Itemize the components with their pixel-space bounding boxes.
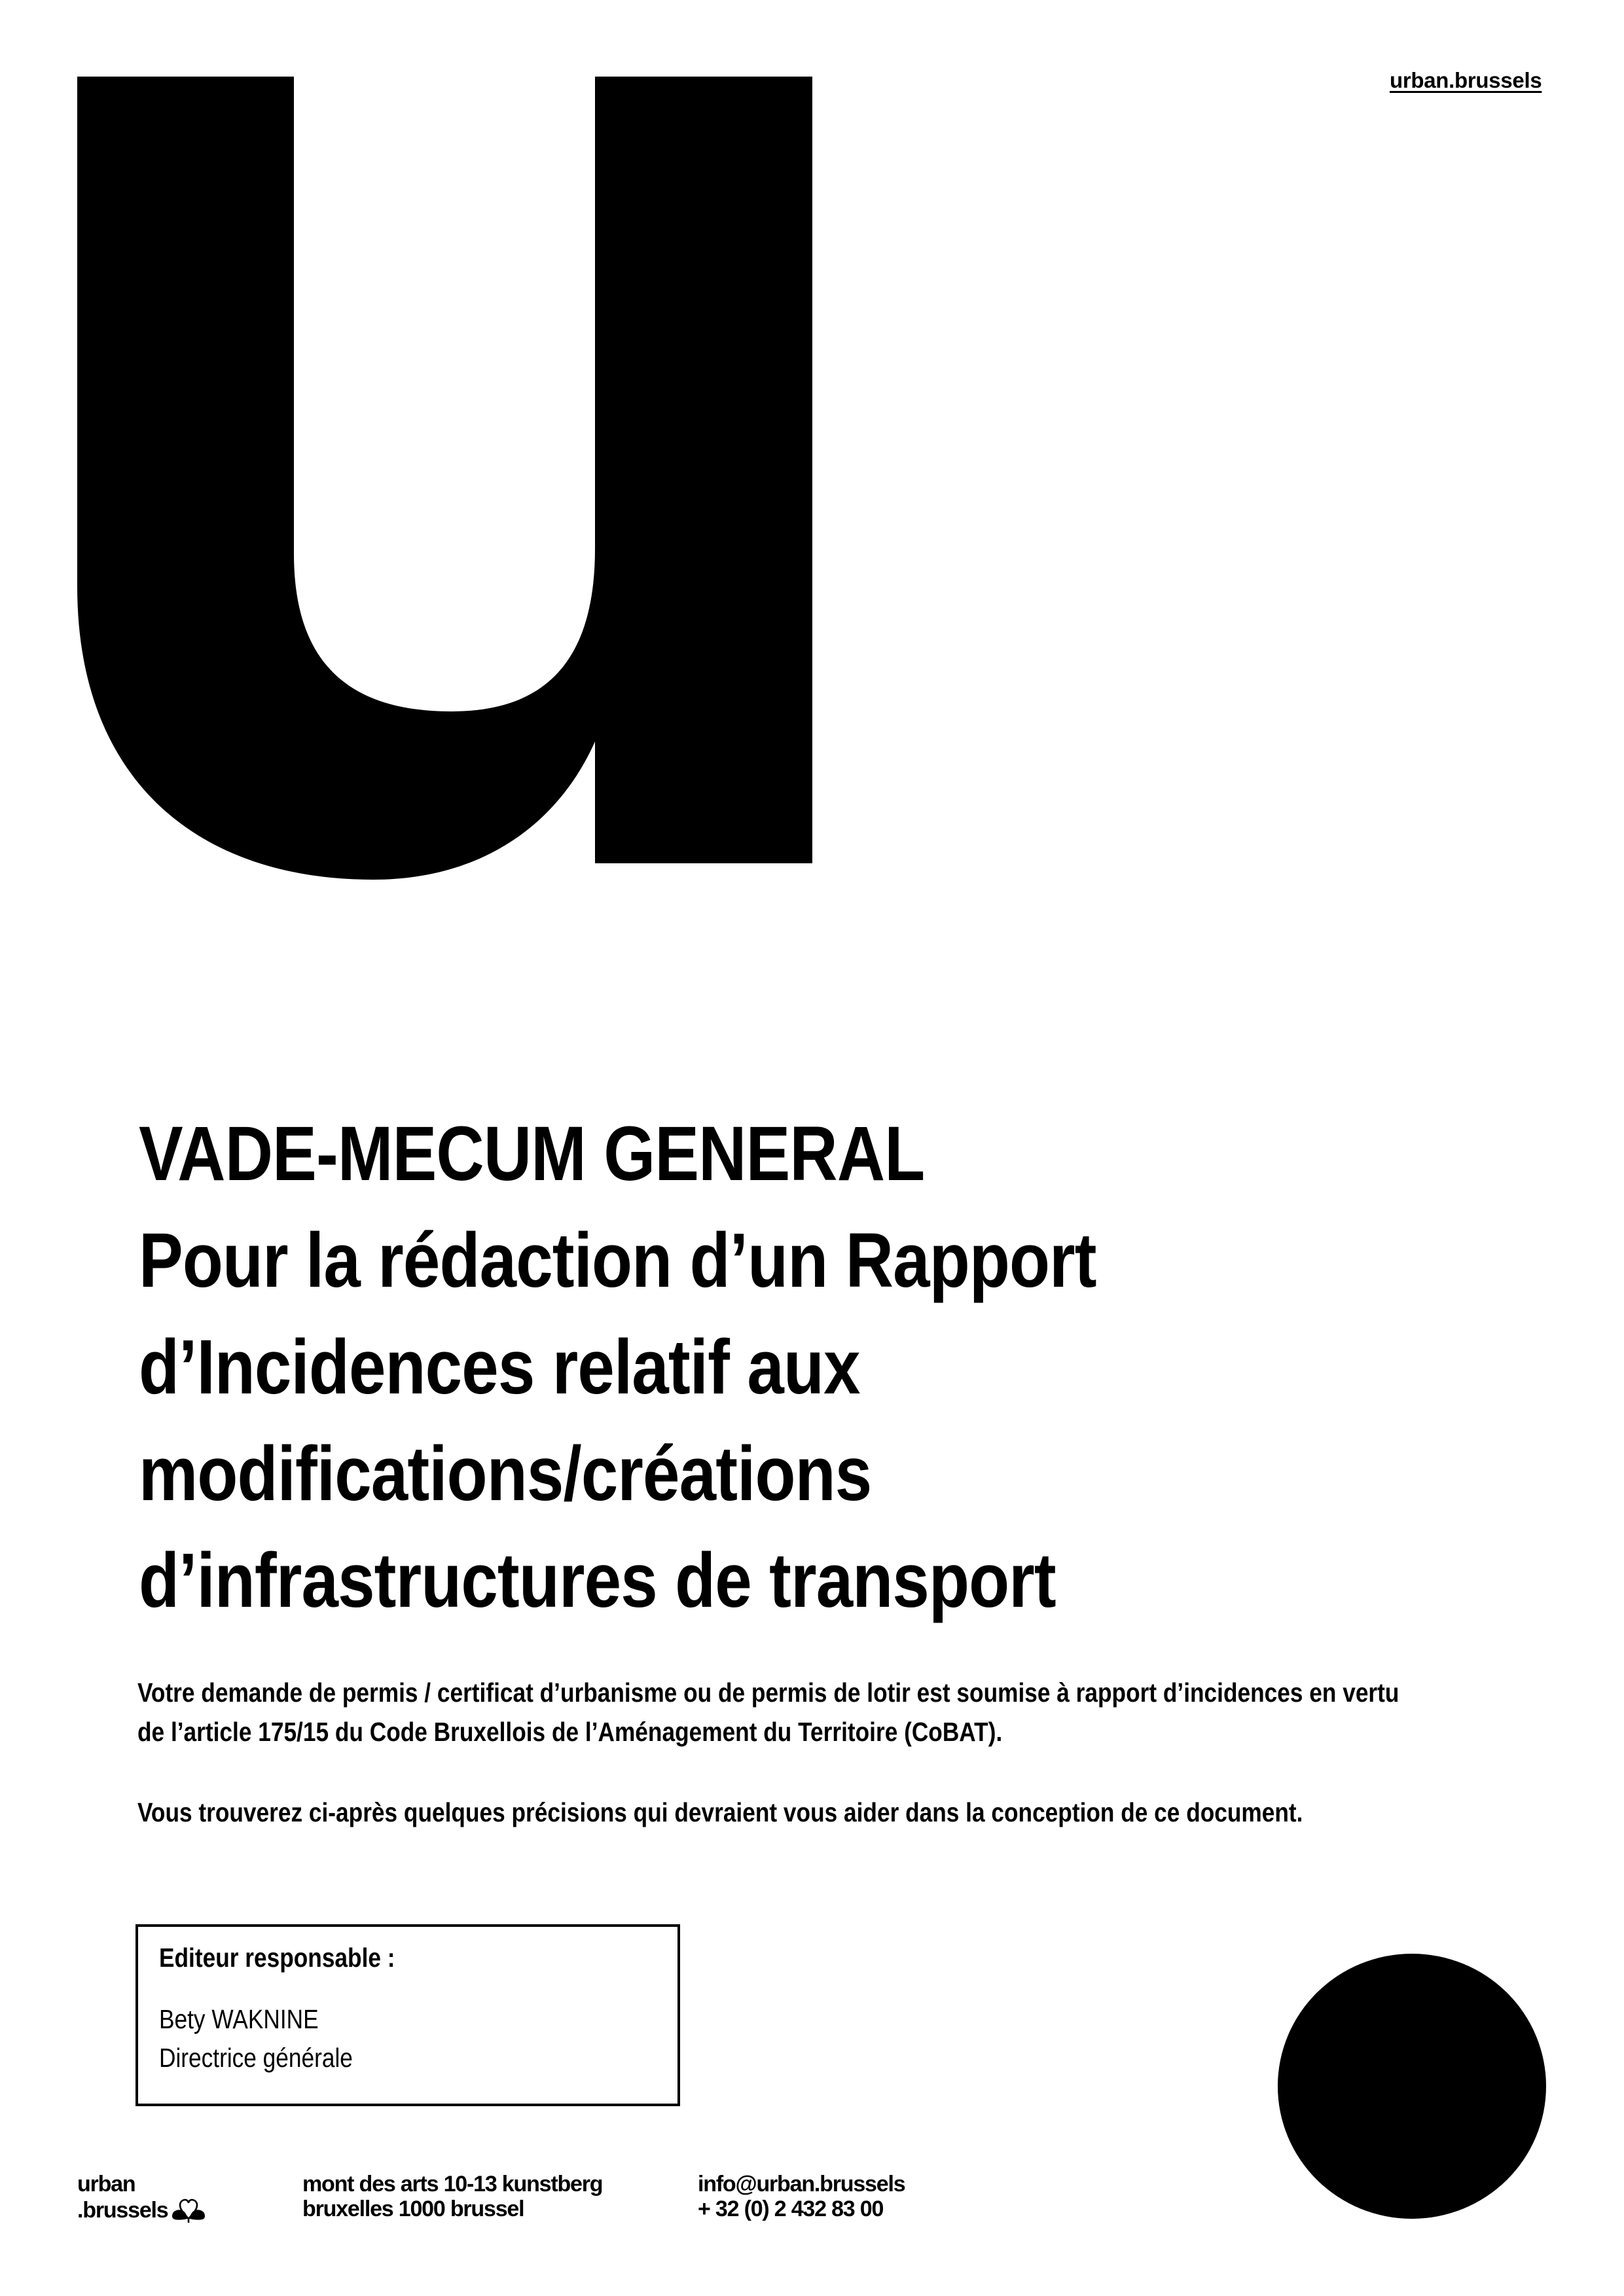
intro-line: Votre demande de permis / certificat d’urbanisme ou de permis de lotir est soumise à rapport d’incidences en vertu bbox=[137, 1677, 1399, 1708]
document-title bbox=[139, 1101, 1096, 1634]
intro-line: de l’article 175/15 du Code Bruxellois de l’Aménagement du Territoire (CoBAT). bbox=[137, 1717, 1003, 1747]
decorative-circle-icon bbox=[1278, 1954, 1546, 2219]
address-line-1: mont des arts 10-13 kunstberg bbox=[302, 2172, 603, 2197]
editor-role: Directrice générale bbox=[159, 2043, 353, 2073]
brand-line-1: urban bbox=[77, 2172, 135, 2197]
footer-address bbox=[302, 2172, 602, 2221]
guidance-paragraph: Vous trouverez ci-après quelques précisions qui devraient vous aider dans la conception de ce document. bbox=[137, 1797, 1303, 1827]
phone-number: + 32 (0) 2 432 83 00 bbox=[698, 2197, 884, 2221]
title-line: d’infrastructures de transport bbox=[139, 1537, 1056, 1624]
iris-heart-icon bbox=[171, 2197, 206, 2223]
title-line: d’Incidences relatif aux bbox=[139, 1324, 860, 1410]
footer-brand-logo bbox=[77, 2172, 206, 2223]
email-link[interactable]: info@urban.brussels bbox=[698, 2172, 905, 2197]
editor-label: Editeur responsable : bbox=[159, 1943, 395, 1973]
address-line-2: bruxelles 1000 brussel bbox=[302, 2197, 524, 2221]
editor-responsible-box bbox=[135, 1924, 680, 2106]
editor-name: Bety WAKNINE bbox=[159, 2004, 319, 2034]
brand-u-logo-icon bbox=[0, 0, 1624, 916]
website-link[interactable]: urban.brussels bbox=[1390, 68, 1542, 92]
title-line: VADE-MECUM GENERAL bbox=[139, 1111, 925, 1197]
intro-paragraph bbox=[137, 1673, 1489, 1751]
brand-line-2: .brussels bbox=[77, 2198, 168, 2223]
title-line: modifications/créations bbox=[139, 1431, 872, 1517]
title-line: Pour la rédaction d’un Rapport bbox=[139, 1217, 1096, 1304]
footer-contact bbox=[698, 2172, 905, 2221]
